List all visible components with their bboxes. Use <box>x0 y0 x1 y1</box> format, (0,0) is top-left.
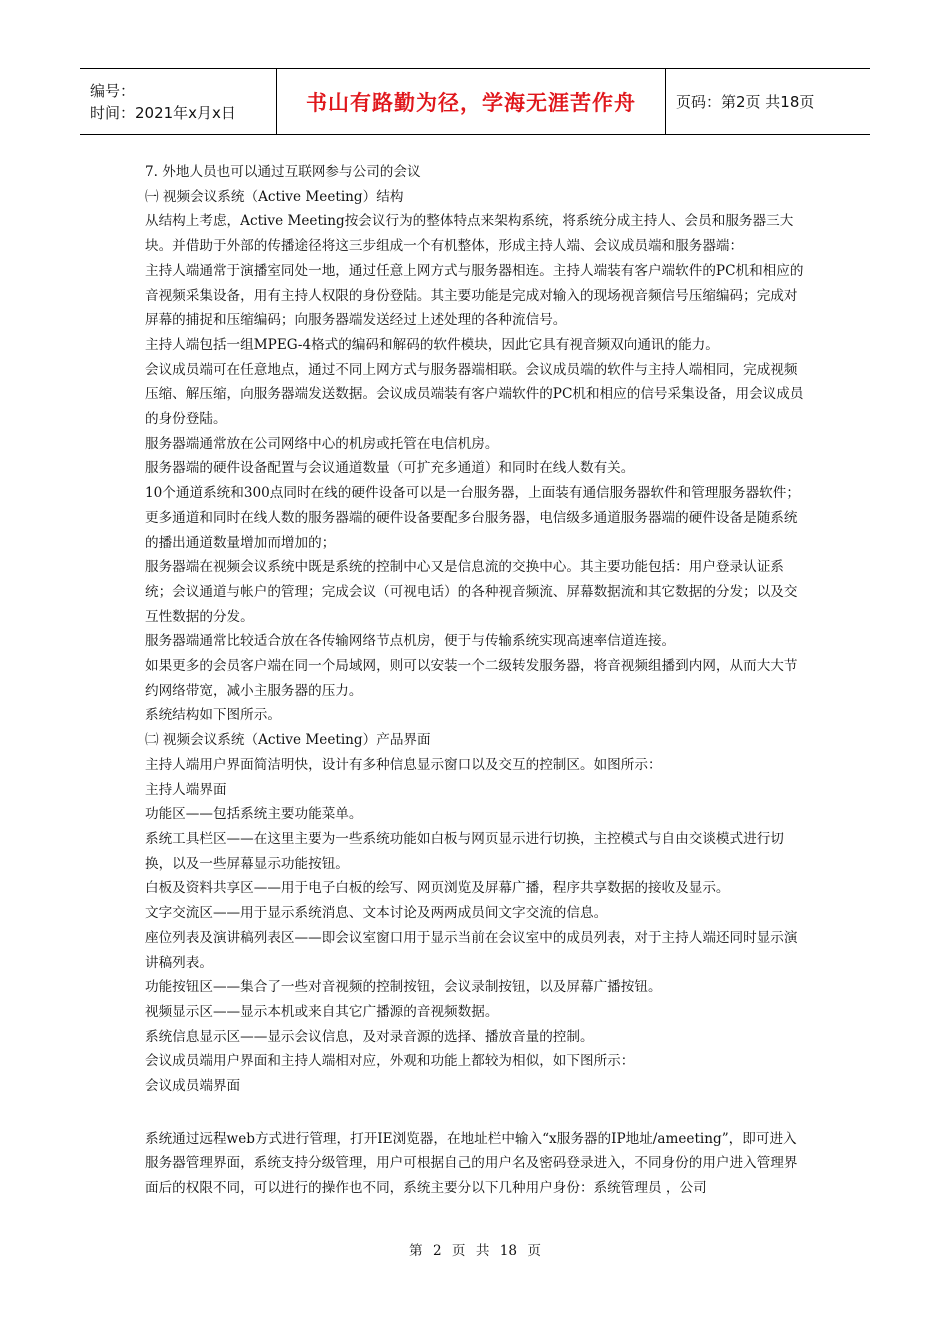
page-header <box>80 68 870 135</box>
body-paragraph: 视频显示区——显示本机或来自其它广播源的音视频数据。 <box>145 1003 499 1020</box>
document-body <box>145 160 807 1201</box>
body-paragraph: 主持人端包括一组MPEG-4格式的编码和解码的软件模块，因此它具有视音频双向通讯的能力。 <box>145 336 719 353</box>
body-paragraph: 会议成员端用户界面和主持人端相对应，外观和功能上都较为相似，如下图所示： <box>145 1053 635 1070</box>
body-paragraph: 更多通道和同时在线人数的服务器端的硬件设备要配多台服务器，电信级多通道服务器端的硬件设备是随系统的播出通道数量增加而增加的； <box>145 509 798 551</box>
body-paragraph: 服务器端通常比较适合放在各传输网络节点机房，便于与传输系统实现高速率信道连接。 <box>145 633 676 650</box>
body-paragraph: 会议成员端可在任意地点，通过不同上网方式与服务器端相联。会议成员端的软件与主持人端相同，完成视频压缩、解压缩，向服务器端发送数据。会议成员端装有客户端软件的PC机和相应的信号采集设备，用会议成员的身份登陆。 <box>145 361 804 428</box>
body-paragraph: 服务器端的硬件设备配置与会议通道数量（可扩充多通道）和同时在线人数有关。 <box>145 460 635 477</box>
body-paragraph: 从结构上考虑，Active Meeting按会议行为的整体特点来架构系统，将系统分成主持人、会员和服务器三大块。并借助于外部的传播途径将这三步组成一个有机整体，形成主持人端、会议成员端和服务器端： <box>145 213 794 255</box>
figure-caption: 会议成员端界面 <box>145 1078 241 1095</box>
body-paragraph: 功能区——包括系统主要功能菜单。 <box>145 806 363 823</box>
body-paragraph: 主持人端用户界面简洁明快，设计有多种信息显示窗口以及交互的控制区。如图所示： <box>145 756 662 773</box>
page-footer: 第 2 页 共 18 页 <box>409 1243 541 1259</box>
section-heading: ㈠ 视频会议系统（Active Meeting）结构 <box>145 188 404 205</box>
header-page-number: 页码：第2页 共18页 <box>676 92 815 111</box>
body-paragraph: 7. 外地人员也可以通过互联网参与公司的会议 <box>145 164 421 180</box>
section-heading: ㈡ 视频会议系统（Active Meeting）产品界面 <box>145 732 431 749</box>
header-motto: 书山有路勤为径，学海无涯苦作舟 <box>306 90 636 115</box>
body-paragraph: 系统信息显示区——显示会议信息，及对录音源的选择、播放音量的控制。 <box>145 1028 594 1045</box>
body-paragraph: 白板及资料共享区——用于电子白板的绘写、网页浏览及屏幕广播，程序共享数据的接收及显示。 <box>145 880 730 897</box>
figure-caption: 主持人端界面 <box>145 781 227 798</box>
body-paragraph: 服务器端通常放在公司网络中心的机房或托管在电信机房。 <box>145 435 499 452</box>
header-page-cell <box>666 69 870 134</box>
document-code-label: 编号： <box>90 81 136 100</box>
body-paragraph: 10个通道系统和300点同时在线的硬件设备可以是一台服务器，上面装有通信服务器软件和管理服务器软件； <box>145 485 800 502</box>
body-paragraph: 如果更多的会员客户端在同一个局域网，则可以安装一个二级转发服务器，将音视频组播到内网，从而大大节约网络带宽，减小主服务器的压力。 <box>145 658 798 699</box>
body-paragraph: 系统结构如下图所示。 <box>145 707 281 724</box>
document-date-label: 时间：2021年x月x日 <box>90 103 236 122</box>
body-paragraph: 文字交流区——用于显示系统消息、文本讨论及两两成员间文字交流的信息。 <box>145 905 608 922</box>
body-paragraph: 主持人端通常于演播室同处一地，通过任意上网方式与服务器相连。主持人端装有客户端软件的PC机和相应的音视频采集设备，用有主持人权限的身份登陆。其主要功能是完成对输入的现场视音频信号压缩编码；完成对屏幕的捕捉和压缩编码；向服务器端发送经过上述处理的各种流信号。 <box>145 262 804 329</box>
body-paragraph: 功能按钮区——集合了一些对音视频的控制按钮，会议录制按钮，以及屏幕广播按钮。 <box>145 979 662 996</box>
body-paragraph: 系统工具栏区——在这里主要为一些系统功能如白板与网页显示进行切换，主控模式与自由交谈模式进行切换，以及一些屏幕显示功能按钮。 <box>145 830 784 872</box>
body-paragraph: 座位列表及演讲稿列表区——即会议室窗口用于显示当前在会议室中的成员列表，对于主持人端还同时显示演讲稿列表。 <box>145 929 798 971</box>
body-paragraph: 服务器端在视频会议系统中既是系统的控制中心又是信息流的交换中心。其主要功能包括：用户登录认证系统；会议通道与帐户的管理；完成会议（可视电话）的各种视音频流、屏幕数据流和其它数据的分发；以及交互性数据的分发。 <box>145 559 798 625</box>
body-paragraph: 系统通过远程web方式进行管理，打开IE浏览器，在地址栏中输入“x服务器的IP地址/ameeting”，即可进入服务器管理界面，系统支持分级管理，用户可根据自己的用户名及密码登录进入，不同身份的用户进入管理界面后的权限不同，可以进行的操作也不同，系统主要分以下几种用户身份：系统管理员 ，公司 <box>145 1130 798 1197</box>
figure-gap <box>145 1099 807 1127</box>
header-meta-cell <box>80 69 277 134</box>
header-motto-cell <box>277 69 666 134</box>
